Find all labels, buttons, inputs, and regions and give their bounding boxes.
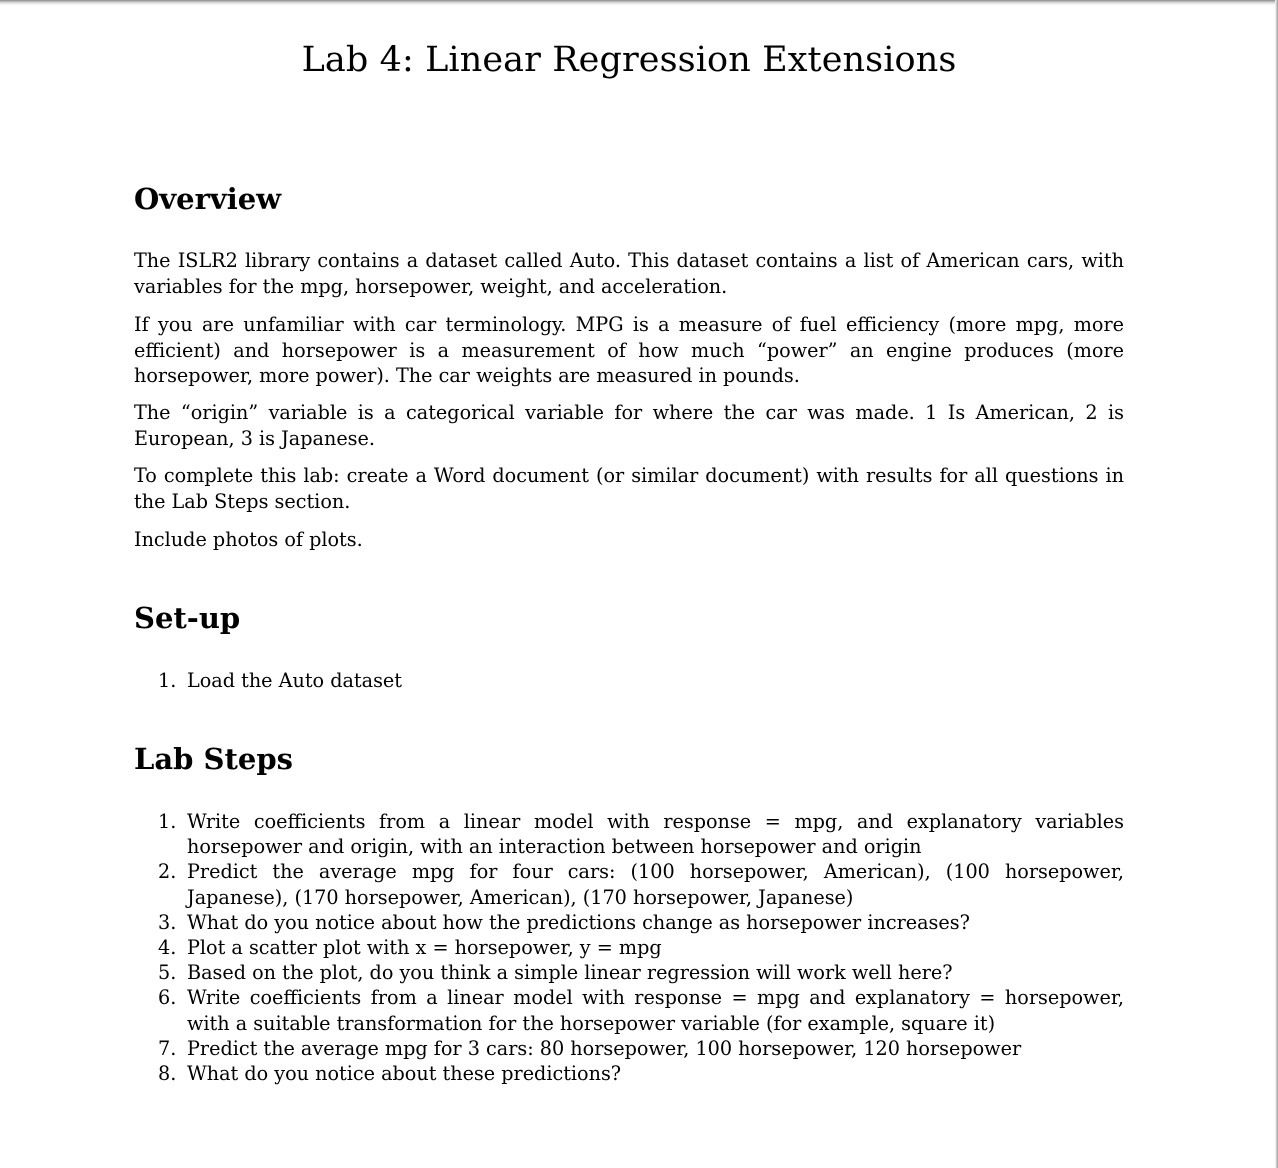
document-title: Lab 4: Linear Regression Extensions — [301, 40, 957, 80]
setup-heading: Set-up — [134, 601, 241, 635]
setup-item-text: Load the Auto dataset — [187, 669, 402, 692]
setup-list — [158, 668, 1124, 693]
lab-step-item — [158, 1061, 1124, 1086]
overview-paragraph-4: To complete this lab: create a Word document (or similar document) with results for all questions in the Lab Steps section. — [134, 464, 1124, 513]
lab-step-item — [158, 1036, 1124, 1061]
lab-step-text: Write coefficients from a linear model with response = mpg, and explanatory variables horsepower and origin, with an interaction between horsepower and origin — [187, 810, 1124, 859]
lab-step-number: 1. — [158, 810, 177, 833]
lab-step-text: Predict the average mpg for four cars: (100 horsepower, American), (100 horsepower, Japanese), (170 horsepower, American), (170 horsepower, Japanese) — [187, 860, 1124, 909]
lab-step-number: 2. — [158, 860, 177, 884]
overview-paragraph-2: If you are unfamiliar with car terminology. MPG is a measure of fuel efficiency (more mpg, more efficient) and horsepower is a measurement of how much “power” an engine produces (more horsepower, more power). The car weights are measured in pounds. — [134, 313, 1124, 387]
lab-step-number: 6. — [158, 986, 177, 1010]
lab-step-item — [158, 935, 1124, 960]
lab-step-text: Plot a scatter plot with x = horsepower, y = mpg — [187, 936, 662, 960]
overview-paragraph-1: The ISLR2 library contains a dataset called Auto. This dataset contains a list of American cars, with variables for the mpg, horsepower, weight, and acceleration. — [134, 249, 1124, 298]
lab-step-number: 4. — [158, 936, 177, 960]
lab-step-item — [158, 809, 1124, 859]
lab-step-text: Based on the plot, do you think a simple linear regression will work well here? — [187, 961, 953, 985]
viewer-top-edge — [0, 0, 1278, 6]
setup-item — [158, 668, 1124, 693]
lab-step-text: Write coefficients from a linear model with response = mpg and explanatory = horsepower, with a suitable transformation for the horsepower variable (for example, square it) — [187, 986, 1124, 1035]
lab-step-item — [158, 960, 1124, 985]
lab-step-text: What do you notice about how the predictions change as horsepower increases? — [187, 910, 970, 934]
lab-step-number: 3. — [158, 910, 177, 934]
lab-step-item — [158, 910, 1124, 935]
overview-paragraph-3: The “origin” variable is a categorical variable for where the car was made. 1 Is American, 2 is European, 3 is Japanese. — [134, 401, 1124, 450]
lab-step-number: 8. — [158, 1062, 177, 1086]
lab-step-number: 5. — [158, 961, 177, 985]
lab-step-text: What do you notice about these predictions? — [187, 1062, 622, 1086]
overview-paragraph-5: Include photos of plots. — [134, 528, 363, 551]
lab-step-item — [158, 985, 1124, 1035]
overview-heading: Overview — [134, 182, 282, 216]
lab-step-number: 7. — [158, 1036, 177, 1060]
lab-step-text: Predict the average mpg for 3 cars: 80 horsepower, 100 horsepower, 120 horsepower — [187, 1036, 1022, 1060]
lab-step-item — [158, 859, 1124, 909]
setup-item-number: 1. — [158, 669, 177, 692]
lab-steps-list — [158, 809, 1124, 1086]
lab-steps-heading: Lab Steps — [134, 742, 293, 776]
